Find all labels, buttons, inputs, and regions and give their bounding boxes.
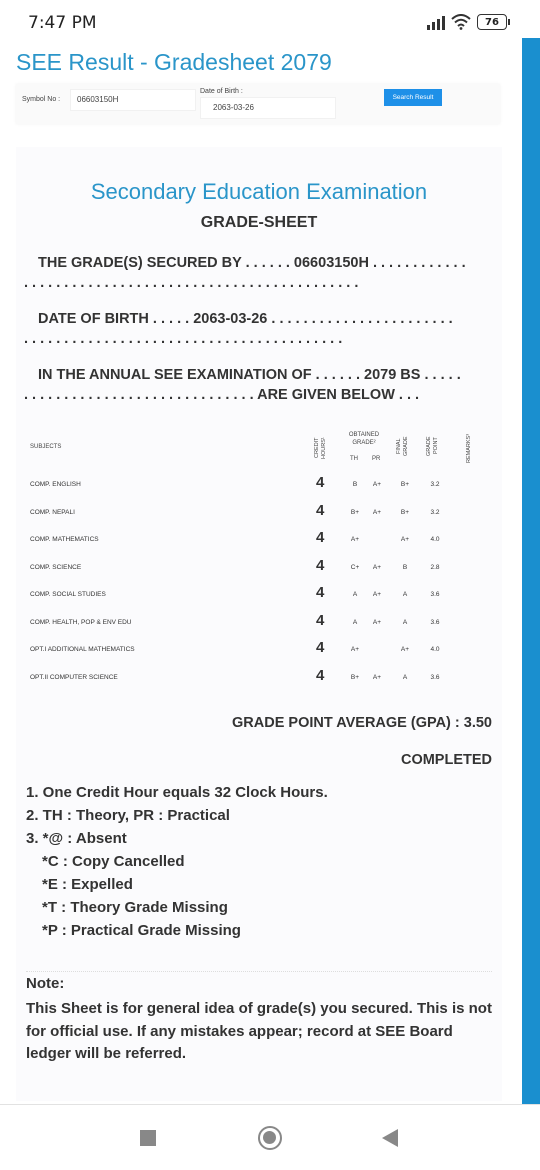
th-cell: A [352, 591, 358, 598]
note-divider [26, 971, 492, 972]
note-heading: Note: [26, 975, 65, 992]
credit-cell: 4 [316, 584, 325, 601]
subject-cell: COMP. HEALTH, POP & ENV EDU [30, 619, 132, 626]
th-cell: C+ [350, 564, 360, 571]
final-grade-cell: A [402, 674, 408, 681]
final-grade-cell: B [402, 564, 408, 571]
header-subjects: SUBJECTS [30, 444, 62, 450]
battery-level: 76 [477, 14, 507, 30]
grade-point-cell: 3.2 [430, 481, 440, 488]
signal-icon [427, 15, 445, 30]
credit-cell: 4 [316, 502, 325, 519]
pr-cell: A+ [372, 509, 382, 516]
final-grade-cell: A+ [400, 536, 410, 543]
grade-point-cell: 3.2 [430, 509, 440, 516]
table-row [26, 554, 496, 581]
credit-cell: 4 [316, 557, 325, 574]
search-panel [16, 84, 500, 124]
grade-point-cell: 4.0 [430, 536, 440, 543]
secured-by-line [24, 253, 494, 293]
note-body: This Sheet is for general idea of grade(s) you secured. This is not for official use. If any mistakes appear; record at SEE Board ledger will be referred. [26, 1000, 492, 1062]
th-cell: A+ [350, 646, 360, 653]
grade-sheet [16, 147, 502, 1101]
dob-label: Date of Birth : [200, 88, 243, 95]
credit-cell: 4 [316, 667, 325, 684]
exam-text: IN THE ANNUAL SEE EXAMINATION OF . . . . . . 2079 BS . . . . . [38, 367, 461, 383]
subject-cell: COMP. SCIENCE [30, 564, 82, 571]
th-cell: A [352, 619, 358, 626]
final-grade-cell: B+ [400, 509, 410, 516]
grade-point-cell: 3.6 [430, 591, 440, 598]
wifi-icon [451, 14, 471, 30]
note-theory-missing: *T : Theory Grade Missing [42, 899, 228, 916]
page-title: SEE Result - Gradesheet 2079 [16, 49, 332, 75]
pr-cell: A+ [372, 591, 382, 598]
dob-line [24, 309, 494, 349]
dob-dots: . . . . . . . . . . . . . . . . . . . . . . . . . . . . . . . . . . . . . . . . [24, 331, 343, 347]
sheet-subtitle: GRADE-SHEET [200, 214, 318, 231]
note-absent: 3. *@ : Absent [26, 830, 127, 847]
pr-cell: A+ [372, 674, 382, 681]
header-obtained-grade: OBTAINED GRADE² [348, 432, 380, 446]
secured-by-text: THE GRADE(S) SECURED BY . . . . . . 06603150H . . . . . . . . . . . . [38, 255, 466, 271]
th-cell: B+ [350, 509, 360, 516]
credit-cell: 4 [316, 639, 325, 656]
home-icon[interactable] [254, 1122, 286, 1154]
status-bar [0, 0, 540, 46]
secured-by-dots: . . . . . . . . . . . . . . . . . . . . . . . . . . . . . . . . . . . . . . . . . . [24, 275, 359, 291]
th-cell: B [352, 481, 358, 488]
final-grade-cell: A+ [400, 646, 410, 653]
final-grade-cell: A [402, 591, 408, 598]
battery-icon [477, 14, 510, 30]
symbol-label: Symbol No : [22, 96, 61, 103]
recents-icon[interactable] [132, 1122, 164, 1154]
header-th: TH [350, 456, 358, 462]
table-row [26, 664, 496, 691]
pr-cell: A+ [372, 619, 382, 626]
th-cell: A+ [350, 536, 360, 543]
dob-text: DATE OF BIRTH . . . . . 2063-03-26 . . . . . . . . . . . . . . . . . . . . . . . [38, 311, 453, 327]
back-icon[interactable] [374, 1122, 406, 1154]
dob-input[interactable]: 2063-03-26 [200, 97, 336, 119]
table-row [26, 609, 496, 636]
pr-cell: A+ [372, 481, 382, 488]
result-status: COMPLETED [400, 752, 492, 768]
navigation-bar [0, 1105, 540, 1170]
subject-cell: OPT.II COMPUTER SCIENCE [30, 674, 118, 681]
note-copy-cancelled: *C : Copy Cancelled [42, 853, 185, 870]
symbol-input[interactable]: 06603150H [70, 89, 196, 111]
credit-cell: 4 [316, 612, 325, 629]
status-time: 7:47 PM [28, 13, 97, 33]
note-expelled: *E : Expelled [42, 876, 133, 893]
note-credit-hour: 1. One Credit Hour equals 32 Clock Hours. [26, 784, 328, 801]
note-practical-missing: *P : Practical Grade Missing [42, 922, 241, 939]
exam-line [24, 365, 494, 405]
pr-cell: A+ [372, 564, 382, 571]
scroll-indicator[interactable] [522, 38, 540, 1104]
header-remarks: REMARKS³ [466, 433, 472, 463]
header-pr: PR [372, 456, 381, 462]
header-credit-hours: CREDIT HOURS¹ [314, 437, 327, 459]
table-row [26, 581, 496, 608]
subject-cell: COMP. NEPALI [30, 509, 75, 516]
table-row [26, 636, 496, 663]
subject-cell: OPT.I ADDITIONAL MATHEMATICS [30, 646, 135, 653]
subject-cell: COMP. MATHEMATICS [30, 536, 99, 543]
subject-cell: COMP. ENGLISH [30, 481, 81, 488]
final-grade-cell: B+ [400, 481, 410, 488]
exam-dots: . . . . . . . . . . . . . . . . . . . . . . . . . . . . . ARE GIVEN BELOW . . . [24, 387, 420, 403]
sheet-title: Secondary Education Examination [90, 179, 428, 204]
table-row [26, 526, 496, 553]
th-cell: B+ [350, 674, 360, 681]
grade-point-cell: 4.0 [430, 646, 440, 653]
header-grade-point: GRADE POINT [426, 436, 439, 456]
table-row [26, 499, 496, 526]
credit-cell: 4 [316, 529, 325, 546]
credit-cell: 4 [316, 474, 325, 491]
grade-point-cell: 2.8 [430, 564, 440, 571]
grade-point-cell: 3.6 [430, 619, 440, 626]
header-final-grade: FINAL GRADE [396, 436, 409, 456]
search-result-button[interactable]: Search Result [384, 89, 442, 106]
gpa-text: GRADE POINT AVERAGE (GPA) : 3.50 [232, 715, 492, 731]
grade-point-cell: 3.6 [430, 674, 440, 681]
note-th-pr: 2. TH : Theory, PR : Practical [26, 807, 230, 824]
notes-list [26, 781, 328, 942]
status-icons [427, 14, 510, 30]
subject-cell: COMP. SOCIAL STUDIES [30, 591, 106, 598]
final-grade-cell: A [402, 619, 408, 626]
table-row [26, 471, 496, 498]
